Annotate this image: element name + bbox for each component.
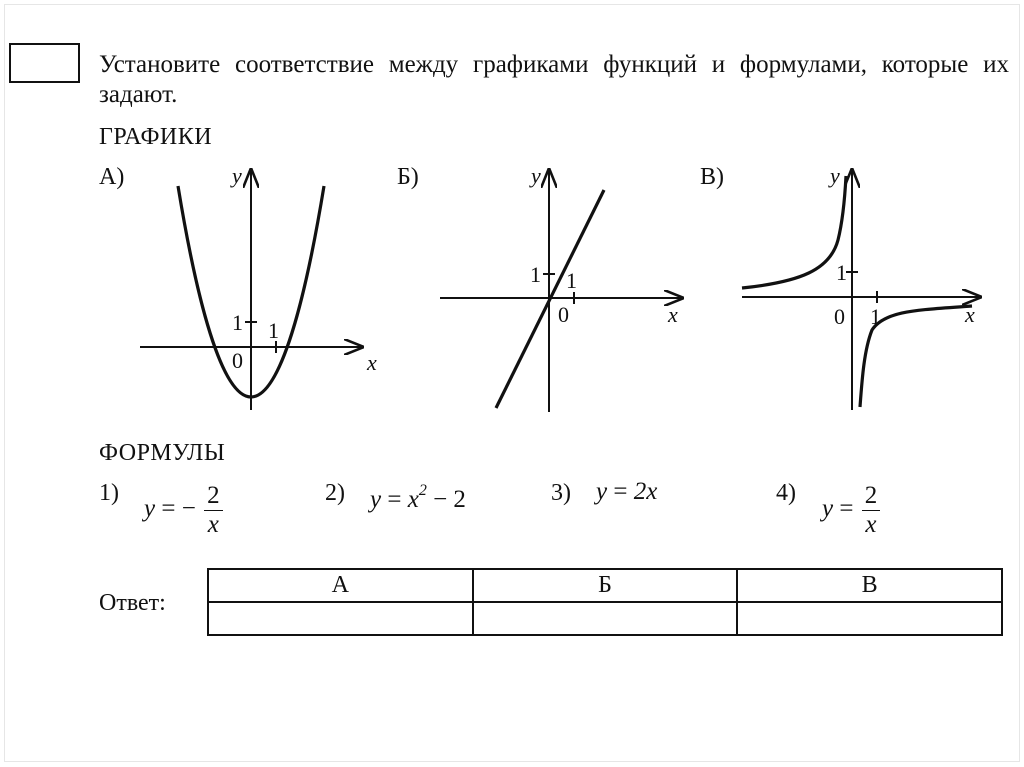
formula-3-op: = (613, 478, 628, 505)
graph-c-y-label: y (830, 163, 840, 188)
formula-4-number: 4) (776, 480, 796, 506)
formula-1 (144, 482, 223, 539)
answer-cell-b[interactable] (473, 602, 738, 635)
formula-2-op: = (387, 486, 402, 513)
answer-cell-c[interactable] (737, 602, 1002, 635)
formula-2-lhs: y (370, 486, 382, 513)
formula-1-numerator: 2 (204, 482, 223, 511)
graph-b-y-label: y (531, 163, 541, 188)
graph-c-tick-x-label: 1 (870, 304, 881, 329)
graph-c-label: В) (700, 164, 724, 190)
graph-b-x-label: x (668, 302, 678, 327)
formula-4 (822, 482, 880, 539)
answer-header-row (208, 569, 1002, 602)
graph-b (440, 163, 682, 412)
answer-cell-a[interactable] (208, 602, 473, 635)
graph-c-origin-label: 0 (834, 304, 845, 329)
graph-b-label: Б) (397, 164, 419, 190)
graph-c (742, 163, 980, 410)
formula-2 (370, 482, 466, 514)
answer-input-row (208, 602, 1002, 635)
formula-1-op: = − (161, 495, 196, 523)
graph-a-x-label: x (367, 350, 377, 375)
formula-3-rhs: 2x (633, 478, 658, 505)
graph-c-x-label: x (965, 302, 975, 327)
graph-c-tick-y-label: 1 (836, 260, 847, 285)
formula-2-base: x (407, 486, 419, 513)
answer-header-c: В (737, 569, 1002, 602)
formulas-title: ФОРМУЛЫ (99, 440, 226, 466)
graph-a-label: А) (99, 164, 125, 190)
graph-b-tick-y-label: 1 (530, 262, 541, 287)
formula-2-tail: − 2 (433, 486, 466, 513)
graph-b-tick-x-label: 1 (566, 268, 577, 293)
graph-a-tick-x-label: 1 (268, 318, 279, 343)
formula-3 (596, 478, 657, 506)
task-text: Установите соответствие между графиками функций и формулами, которые их задают. (99, 51, 1009, 108)
answer-header-a: А (208, 569, 473, 602)
formula-4-lhs: y (822, 495, 834, 523)
graph-a-tick-y-label: 1 (232, 310, 243, 335)
formula-3-number: 3) (551, 480, 571, 506)
formula-3-lhs: y (596, 478, 608, 505)
graph-b-origin-label: 0 (558, 302, 569, 327)
graph-a-origin-label: 0 (232, 348, 243, 373)
formula-1-fraction (204, 482, 223, 539)
graphs-title: ГРАФИКИ (99, 124, 213, 150)
graph-c-branch-left (742, 176, 846, 288)
answer-table (207, 568, 1003, 636)
formula-1-denominator: x (207, 511, 219, 538)
answer-header-b: Б (473, 569, 738, 602)
formula-4-op: = (839, 495, 854, 523)
graph-a (140, 163, 377, 410)
formula-2-number: 2) (325, 480, 345, 506)
formula-2-exp: 2 (418, 482, 427, 499)
formula-4-numerator: 2 (862, 482, 881, 511)
formula-1-lhs: y (144, 495, 156, 523)
answer-label: Ответ: (99, 590, 166, 616)
formula-1-number: 1) (99, 480, 119, 506)
graph-a-y-label: y (232, 163, 242, 188)
formula-4-fraction (862, 482, 881, 539)
formula-4-denominator: x (865, 511, 877, 538)
